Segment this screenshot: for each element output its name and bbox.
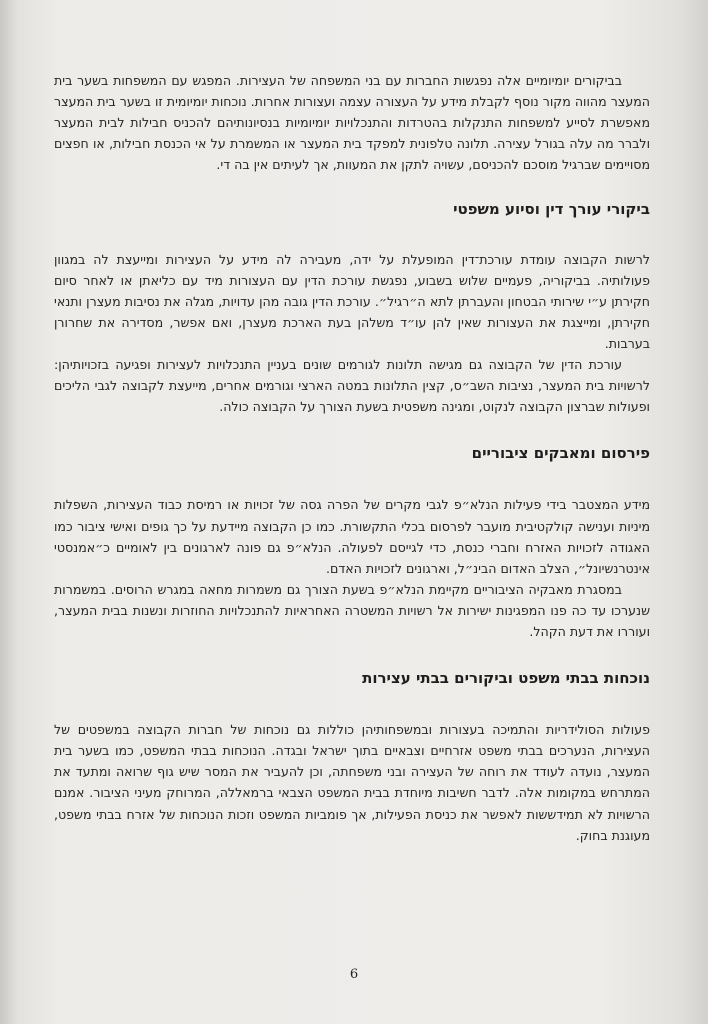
heading-legal-aid: ביקורי עורך דין וסיוע משפטי xyxy=(453,200,650,219)
paragraph-family-visits: בביקורים יומיומיים אלה נפגשות החברות עם בני המשפחה של העצירות. המפגש עם המשפחות בשער בית המעצר מהווה מקור נוסף לקבלת מידע על העצורה עצמה ועצורות אחרות. נוכחות יומיומית זו בשער בית המעצר מאפשרת לסייע למשפחות התנקלות בהטרדות והתנכלויות יומיומיות בנסיונותיהם להכניס חבילות לבית המעצר ולברר מה עלה בגורל עצירה. תלונה טלפונית למפקד בית המעצר או המשמרת על אי הכנסת חבילות, או חפצים מסויימים שברגיל מוסכם להכניסם, עשויה לתקן את המעוות, אך לעיתים אין בה די. xyxy=(54,73,650,173)
page-number: 6 xyxy=(349,967,359,982)
heading-publicity: פירסום ומאבקים ציבוריים xyxy=(471,444,650,463)
paragraph-lawyer: לרשות הקבוצה עומדת עורכת־דין המופעלת על ידה, מעבירה לה מידע על העצירות ומייעצת לה במגוון פעולותיה. בביקוריה, פעמיים שלוש בשבוע, נפגשת עורכת הדין עם העצורות מיד עם כליאתן או לאחר סיום חקירתן ע״י שירותי הבטחון והעברתן לתא ה״רגיל״. עורכת הדין גובה מהן עדויות, מגלה את נסיבות מעצרן ותנאי חקירתן, ומייצגת את העצורות שאין להן עו״ד משלהן בעת הארכת מעצרן, ואם אפשר, מסדירה את שחרורן בערבות. xyxy=(54,251,650,351)
paragraph-protests: במסגרת מאבקיה הציבוריים מקיימת הנלא״פ בשעת הצורך גם משמרות מחאה במגרש הרוסים. במשמרות שנערכו עד כה פנו המפגינות ישירות אל רשויות המשטרה האחראיות להתנכלויות החוזרות ונשנות בבית המעצר, ועוררו את דעת הקהל. xyxy=(54,581,650,639)
paragraph-complaints: עורכת הדין של הקבוצה גם מגישה תלונות לגורמים שונים בעניין התנכלויות לעצירות ופגיעה בזכויותיהן: לרשויות בית המעצר, נציבות השב״ס, קצין התלונות במטה הארצי וגורמים אחרים, מייעצת לקבוצה לגבי הליכים ופעולות שברצון הקבוצה לנקוט, ומגינה משפטית בשעת הצורך על הקבוצה כולה. xyxy=(54,357,650,415)
page-content xyxy=(54,70,650,846)
paragraph-solidarity: פעולות הסולידריות והתמיכה בעצורות ובמשפחותיהן כוללות גם נוכחות של חברות הקבוצה במשפטים של העצירות, הנערכים בבתי משפט אזרחיים וצבאיים בתוך ישראל ובגדה. הנוכחות בבתי המשפט, כמו בשער בית המעצר, נועדה לעודד את רוחה של העצירה ובני משפחתה, וכן להעביר את המסר שיש גוף שרואה ומתעד את המתרחש במקומות אלה. לדבר חשיבות מיוחדת בבית המשפט הצבאי ברמאללה, המרוחק מעיני הציבור. אמנם הרשויות לא תמידששות לאפשר את כניסת הפעילות, אך פומביות המשפט וזכות הנוכחות של אזרח בבתי משפט, מעוגנת בחוק. xyxy=(54,722,650,843)
heading-court-presence: נוכחות בבתי משפט וביקורים בבתי עצירות xyxy=(362,669,650,688)
paragraph-media: מידע המצטבר בידי פעילות הנלא״פ לגבי מקרים של הפרה גסה של זכויות או רמיסת כבוד העצירות, השפלות מיניות וענישה קולקטיבית מועבר לפרסום בכלי התקשורת. כמו כן הקבוצה מיידעת על כך גופים ואישי ציבור כמו האגודה לזכויות האזרח וחברי כנסת, כדי לגייסם לפעולה. הנלא״פ גם פונה לארגונים בין לאומיים כ״אמנסטי אינטרנשיונל״, הצלב האדום הבינ״ל, וארגונים לזכויות האדם. xyxy=(54,497,650,576)
